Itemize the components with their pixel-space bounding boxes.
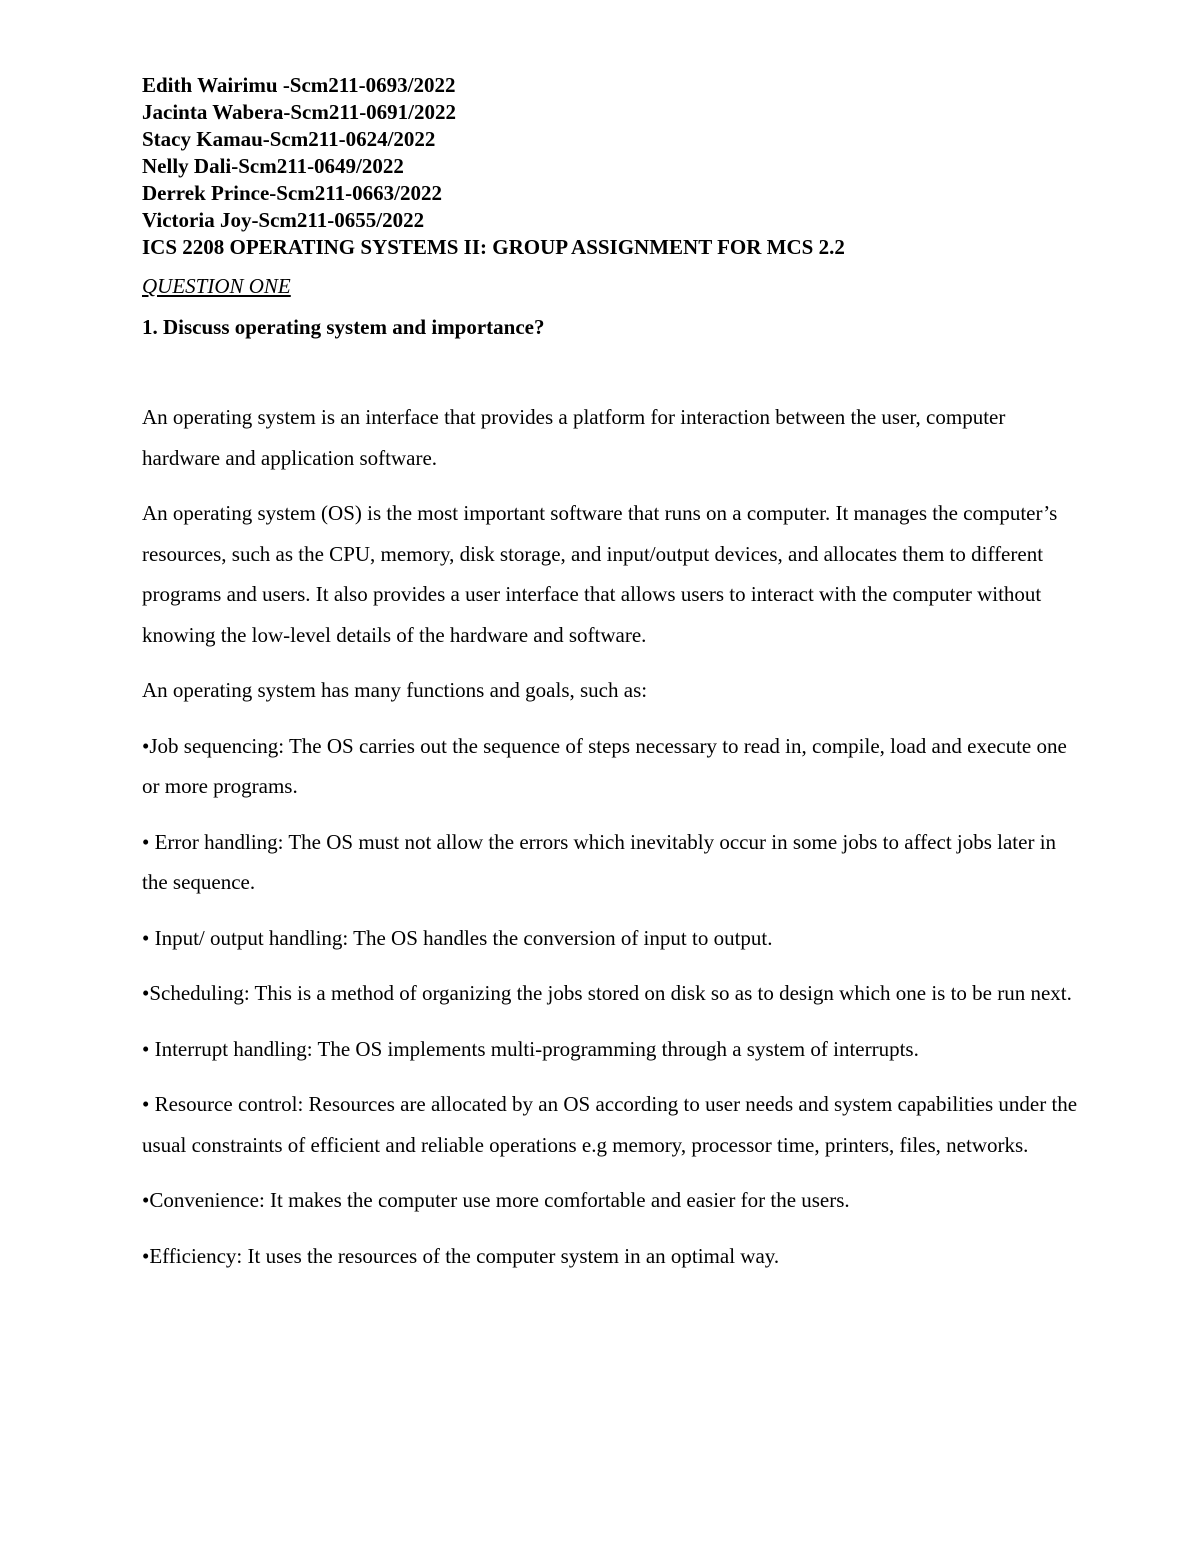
course-title: ICS 2208 OPERATING SYSTEMS II: GROUP ASSIGNMENT FOR MCS 2.2 [142,235,845,259]
list-item: •Scheduling: This is a method of organizing the jobs stored on disk so as to design which one is to be run next. [142,981,1072,1005]
author-line: Nelly Dali-Scm211-0649/2022 [142,154,404,178]
author-line: Derrek Prince-Scm211-0663/2022 [142,181,442,205]
paragraph: An operating system is an interface that provides a platform for interaction between the user, computer hardware and application software. [142,405,1006,470]
author-list [142,72,1082,261]
list-item: •Efficiency: It uses the resources of the computer system in an optimal way. [142,1243,780,1268]
list-item: • Resource control: Resources are allocated by an OS according to user needs and system capabilities under the usual constraints of efficient and reliable operations e.g memory, processor time, printers, files, networks. [142,1092,1078,1157]
paragraph: An operating system (OS) is the most important software that runs on a computer. It manages the computer’s resources, such as the CPU, memory, disk storage, and input/output devices, and allocates them to different programs and users. It also provides a user interface that allows users to interact with the computer without knowing the low-level details of the hardware and software. [142,501,1058,647]
paragraph: An operating system has many functions and goals, such as: [142,678,648,702]
list-item: •Convenience: It makes the computer use more comfortable and easier for the users. [142,1188,850,1212]
author-line: Victoria Joy-Scm211-0655/2022 [142,208,425,232]
list-item: • Input/ output handling: The OS handles the conversion of input to output. [142,925,773,950]
list-item: • Interrupt handling: The OS implements multi-programming through a system of interrupts. [142,1036,919,1061]
author-line: Edith Wairimu -Scm211-0693/2022 [142,73,456,97]
author-line: Stacy Kamau-Scm211-0624/2022 [142,127,436,151]
question-label: QUESTION ONE [142,274,291,298]
answer-body [142,397,1082,1276]
question-title: 1. Discuss operating system and importance? [142,315,545,339]
document-content [142,72,1082,1291]
list-item: • Error handling: The OS must not allow the errors which inevitably occur in some jobs to affect jobs later in the sequence. [142,829,1057,894]
list-item: •Job sequencing: The OS carries out the sequence of steps necessary to read in, compile, load and execute one or more programs. [142,733,1067,798]
author-line: Jacinta Wabera-Scm211-0691/2022 [142,100,457,124]
